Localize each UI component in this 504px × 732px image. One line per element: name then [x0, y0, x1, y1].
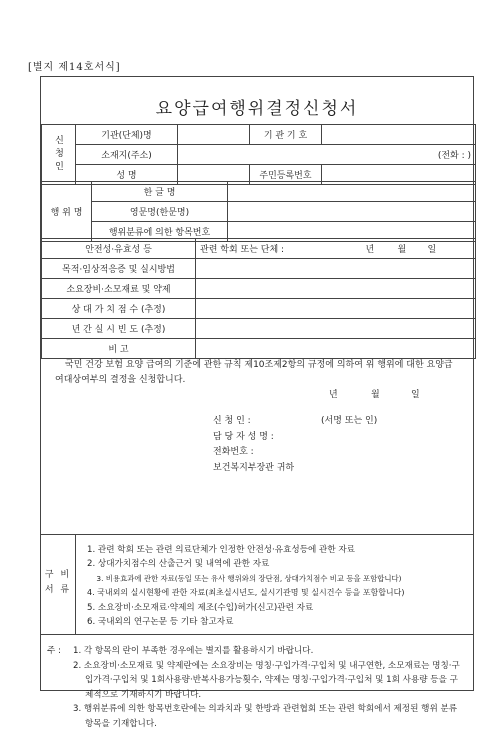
annual-frequency-label: 년 간 실 시 빈 도 (추정)	[42, 319, 196, 339]
sign-month: 월	[371, 390, 380, 400]
remarks-label: 비 고	[42, 339, 196, 359]
indication-field[interactable]	[196, 259, 476, 279]
resident-no-label: 주민등록번호	[250, 165, 322, 185]
safety-year: 년	[365, 245, 375, 255]
note-item: 2. 소요장비·소모재료 및 약제란에는 소요장비는 명칭·구입가격·구입처 및 내구연한, 소모재료는 명칭·구입가격·구입처 및 1회사용량·반복사용가능횟수, 약제는 명칭·구입가격·구입처 및 1회 사용량 등을 구체적으로 기재하시기 바랍니다.	[73, 660, 460, 700]
applicant-sign-label: 신 청 인 :	[213, 416, 251, 426]
name-label: 성 명	[76, 165, 178, 185]
list-item: 4. 국내외의 실시현황에 관한 자료(최초실시년도, 실시기관명 및 실시건수 등을 포함합니다)	[87, 588, 405, 598]
safety-field[interactable]	[196, 239, 476, 259]
contact-phone-label: 전화번호 :	[213, 447, 254, 457]
procedure-table	[41, 181, 476, 242]
institution-code-label: 기 관 기 호	[250, 125, 322, 145]
relative-value-field[interactable]	[196, 299, 476, 319]
notes	[47, 644, 465, 732]
required-documents-label: 구 비 서 류	[41, 534, 76, 634]
form-title: 요양급여행위결정신청서	[155, 99, 359, 119]
indication-label: 목적·임상적응증 및 실시방법	[42, 259, 196, 279]
divider	[41, 634, 473, 635]
notes-label: 주 :	[47, 646, 61, 656]
address-field[interactable]	[178, 145, 476, 165]
details-table	[41, 238, 476, 359]
korean-name-label: 한 글 명	[92, 182, 228, 202]
person-label: 담 당 자 성 명 :	[213, 432, 274, 442]
english-name-label: 영문명(한문명)	[92, 202, 228, 222]
institution-field[interactable]	[178, 125, 250, 145]
note-item: 3. 행위분류에 의한 항목번호란에는 의과치과 및 한방과 관련협회 또는 관련 학회에서 제정된 행위 분류 항목을 기재합니다.	[73, 704, 458, 729]
safety-day: 일	[427, 245, 437, 255]
list-item: 3. 비용효과에 관한 자료(동일 또는 유사 행위와의 장단점, 상대가치점수 비교 등을 포함합니다)	[87, 573, 402, 583]
institution-code-field[interactable]	[322, 125, 476, 145]
note-item: 1. 각 항목의 란이 부족한 경우에는 별지를 활용하시기 바랍니다.	[73, 646, 314, 656]
applicant-table	[41, 124, 476, 185]
remarks-field[interactable]	[196, 339, 476, 359]
list-item: 2. 상대가치점수의 산출근거 및 내역에 관한 자료	[87, 559, 270, 570]
procedure-section-label: 행 위 명	[42, 182, 92, 242]
divider	[41, 534, 473, 535]
institution-label: 기관(단체)명	[76, 125, 178, 145]
list-item: 6. 국내외의 연구논문 등 기타 참고자료	[87, 617, 234, 628]
list-item: 1. 관련 학회 또는 관련 의료단체가 인정한 안전성·유효성등에 관한 자료	[87, 545, 355, 555]
form-label: [별지 제14호서식]	[28, 62, 121, 73]
safety-label: 안전성·유효성 등	[42, 239, 196, 259]
materials-field[interactable]	[196, 279, 476, 299]
phone-label: (전화 : )	[437, 151, 471, 161]
safety-month: 월	[397, 245, 407, 255]
annual-frequency-field[interactable]	[196, 319, 476, 339]
seal-label: (서명 또는 인)	[321, 416, 378, 426]
sign-day: 일	[411, 390, 420, 400]
address-label: 소재지(주소)	[76, 145, 178, 165]
addressee: 보건복지부장관 귀하	[213, 463, 295, 473]
applicant-section-label: 신청인	[42, 125, 76, 185]
list-item: 5. 소요장비·소모재료·약제의 제조(수입)허가(신고)관련 자료	[87, 602, 314, 613]
application-statement: 국민 건강 보험 요양 급여의 기준에 관한 규칙 제10조제2항의 규정에 의하여 위 행위에 대한 요양급여대상여부의 결정을 신청합니다.	[55, 360, 453, 385]
sign-year: 년	[329, 390, 338, 400]
korean-name-field[interactable]	[228, 182, 476, 202]
application-form	[40, 76, 474, 729]
relative-value-label: 상 대 가 치 점 수 (추정)	[42, 299, 196, 319]
category-no-label: 행위분류에 의한 항목번호	[92, 222, 228, 242]
english-name-field[interactable]	[228, 202, 476, 222]
society-label: 관련 학회 또는 단체 :	[200, 245, 285, 255]
materials-label: 소요장비·소모재료 및 약제	[42, 279, 196, 299]
required-documents-list	[87, 543, 405, 629]
